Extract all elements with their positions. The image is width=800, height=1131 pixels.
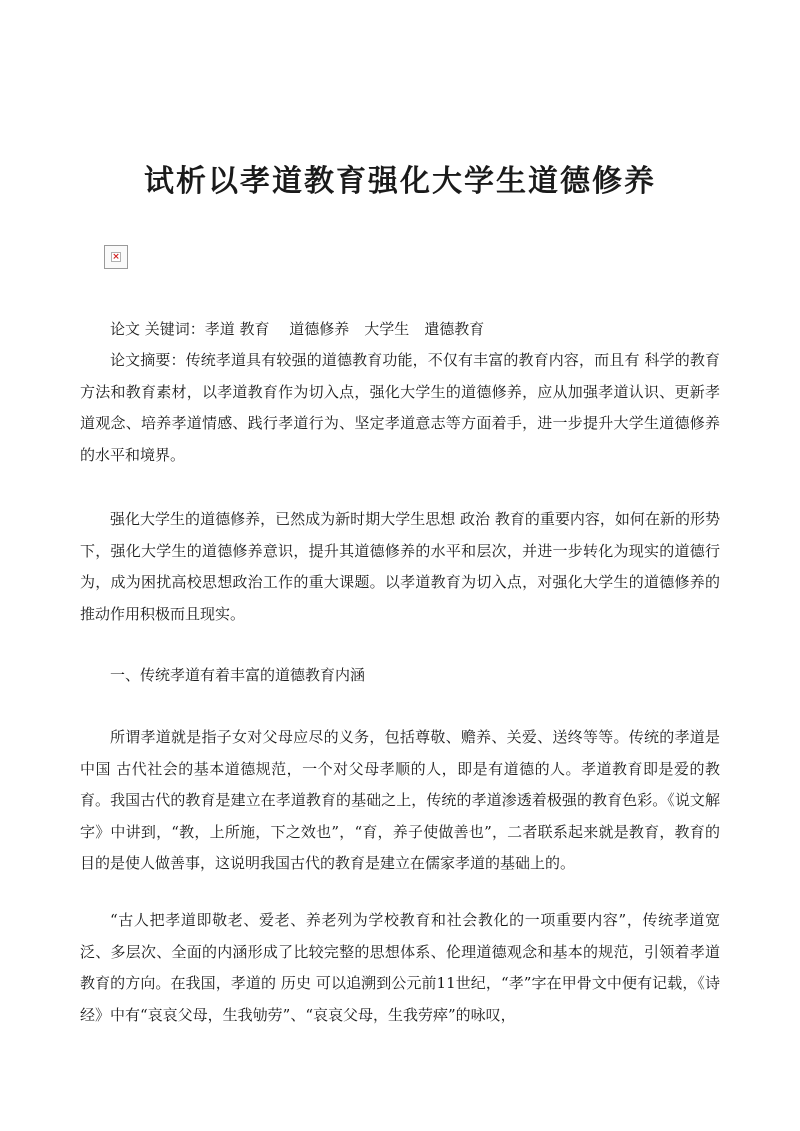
document-title: 试析以孝道教育强化大学生道德修养 bbox=[144, 164, 656, 199]
body-paragraph-text: “古人把孝道即敬老、爱老、养老列为学校教育和社会教化的一项重要内容”，传统孝道宽泛、多层次、全面的内涵形成了比较完整的思想体系、伦理道德观念和基本的规范，引领着孝道教育的方向。在我国，孝道的 历史 可以追溯到公元前11世纪，“孝”字在甲骨文中便有记载，《诗经》中有“哀哀父母，生我劬劳”、“哀哀父母，生我劳瘁”的咏叹， bbox=[80, 911, 720, 1024]
body-paragraph bbox=[80, 722, 720, 880]
body-paragraph-text: 所谓孝道就是指子女对父母应尽的义务，包括尊敬、赡养、关爱、送终等等。传统的孝道是 中国 古代社会的基本道德规范，一个对父母孝顺的人，即是有道德的人。孝道教育即是爱的教育。我国古代的教育是建立在孝道教育的基础之上，传统的孝道渗透着极强的教育色彩。《说文解字》中讲到，“教，上所施，下之效也”，“育，养子使做善也”，二者联系起来就是教育，教育的目的是使人做善事，这说明我国古代的教育是建立在儒家孝道的基础上的。 bbox=[80, 728, 720, 872]
body-paragraph bbox=[80, 905, 720, 1031]
intro-text: 强化大学生的道德修养，已然成为新时期大学生思想 政治 教育的重要内容，如何在新的形势下，强化大学生的道德修养意识，提升其道德修养的水平和层次，并进一步转化为现实的道德行为，成为困扰高校思想政治工作的重大课题。以孝道教育为切入点，对强化大学生的道德修养的推动作用积极而且现实。 bbox=[80, 510, 720, 623]
broken-image-icon bbox=[104, 245, 128, 269]
section-heading-text: 一、传统孝道有着丰富的道德教育内涵 bbox=[110, 666, 366, 684]
keywords-text: 论文 关键词：孝道 教育 道德修养 大学生 遣德教育 bbox=[110, 320, 485, 338]
abstract-text: 论文摘要：传统孝道具有较强的道德教育功能，不仅有丰富的教育内容，而且有 科学的教育方法和教育素材，以孝道教育作为切入点，强化大学生的道德修养，应从加强孝道认识、更新孝道观念、培养孝道情感、践行孝道行为、坚定孝道意志等方面着手，进一步提升大学生道德修养的水平和境界。 bbox=[80, 351, 720, 464]
intro-paragraph bbox=[80, 504, 720, 630]
image-placeholder-icon: × bbox=[112, 252, 120, 262]
section-heading bbox=[80, 660, 720, 692]
abstract-paragraph bbox=[80, 345, 720, 471]
keywords-line bbox=[80, 314, 720, 346]
